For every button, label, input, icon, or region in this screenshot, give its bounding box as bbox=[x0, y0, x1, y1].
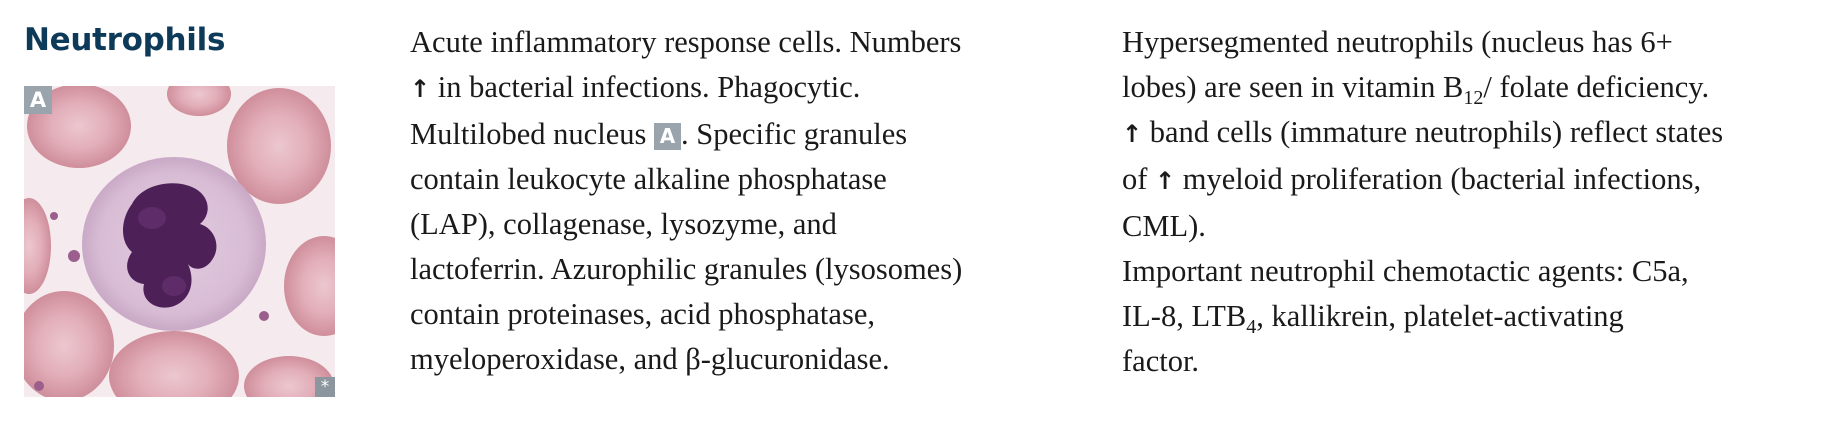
notes-column bbox=[1122, 20, 1824, 384]
micrograph-icon bbox=[24, 86, 335, 397]
description-paragraph bbox=[410, 20, 1060, 382]
note1-line-2b: / folate deficiency. bbox=[1483, 70, 1710, 104]
ltb4-subscript: 4 bbox=[1246, 316, 1257, 339]
note2-line-2b: myeloid proliferation (bacterial infections, bbox=[1175, 162, 1702, 196]
up-arrow-icon: ↑ bbox=[1155, 167, 1176, 195]
figure-label-box: A bbox=[24, 86, 52, 114]
note2-line-2a: of bbox=[1122, 162, 1156, 196]
note-chemotactic-agents bbox=[1122, 249, 1824, 384]
desc-line-3 bbox=[410, 112, 1060, 157]
note3-line-2b: , kallikrein, platelet-activating bbox=[1256, 299, 1624, 333]
b12-subscript: 12 bbox=[1463, 87, 1484, 110]
description-column bbox=[410, 20, 1060, 382]
note2-line-2 bbox=[1122, 157, 1824, 204]
note3-line-3: factor. bbox=[1122, 344, 1200, 378]
desc-line-3-after: . Specific granules bbox=[680, 117, 908, 151]
note1-line-2a: lobes) are seen in vitamin B bbox=[1122, 70, 1464, 104]
desc-line-2 bbox=[410, 65, 1060, 112]
desc-line-3-text: Multilobed nucleus bbox=[410, 117, 654, 151]
note3-line-2a: IL-8, LTB bbox=[1122, 299, 1247, 333]
figure-ref-badge: A bbox=[654, 123, 681, 150]
up-arrow-icon: ↑ bbox=[410, 75, 431, 103]
note-hypersegmented bbox=[1122, 20, 1824, 110]
note2-line-1-text: band cells (immature neutrophils) reflect states bbox=[1142, 115, 1724, 149]
desc-line-8: myeloperoxidase, and β-glucuronidase. bbox=[410, 342, 890, 376]
desc-line-1: Acute inflammatory response cells. Numbers bbox=[410, 25, 962, 59]
figure-corner-mark: * bbox=[315, 377, 335, 397]
note3-line-1: Important neutrophil chemotactic agents: C5a, bbox=[1122, 254, 1689, 288]
note1-line-1: Hypersegmented neutrophils (nucleus has 6+ bbox=[1122, 25, 1673, 59]
desc-line-6: lactoferrin. Azurophilic granules (lysosomes) bbox=[410, 252, 963, 286]
note2-line-3: CML). bbox=[1122, 209, 1206, 243]
desc-line-4: contain leukocyte alkaline phosphatase bbox=[410, 162, 887, 196]
neutrophil-micrograph bbox=[24, 86, 335, 397]
up-arrow-icon: ↑ bbox=[1122, 120, 1143, 148]
section-title: Neutrophils bbox=[24, 22, 226, 58]
desc-line-5: (LAP), collagenase, lysozyme, and bbox=[410, 207, 837, 241]
note-band-cells bbox=[1122, 110, 1824, 249]
note1-line-2 bbox=[1122, 65, 1824, 110]
desc-line-2-text: in bacterial infections. Phagocytic. bbox=[430, 70, 861, 104]
note2-line-1 bbox=[1122, 110, 1824, 157]
note3-line-2 bbox=[1122, 294, 1824, 339]
desc-line-7: contain proteinases, acid phosphatase, bbox=[410, 297, 875, 331]
